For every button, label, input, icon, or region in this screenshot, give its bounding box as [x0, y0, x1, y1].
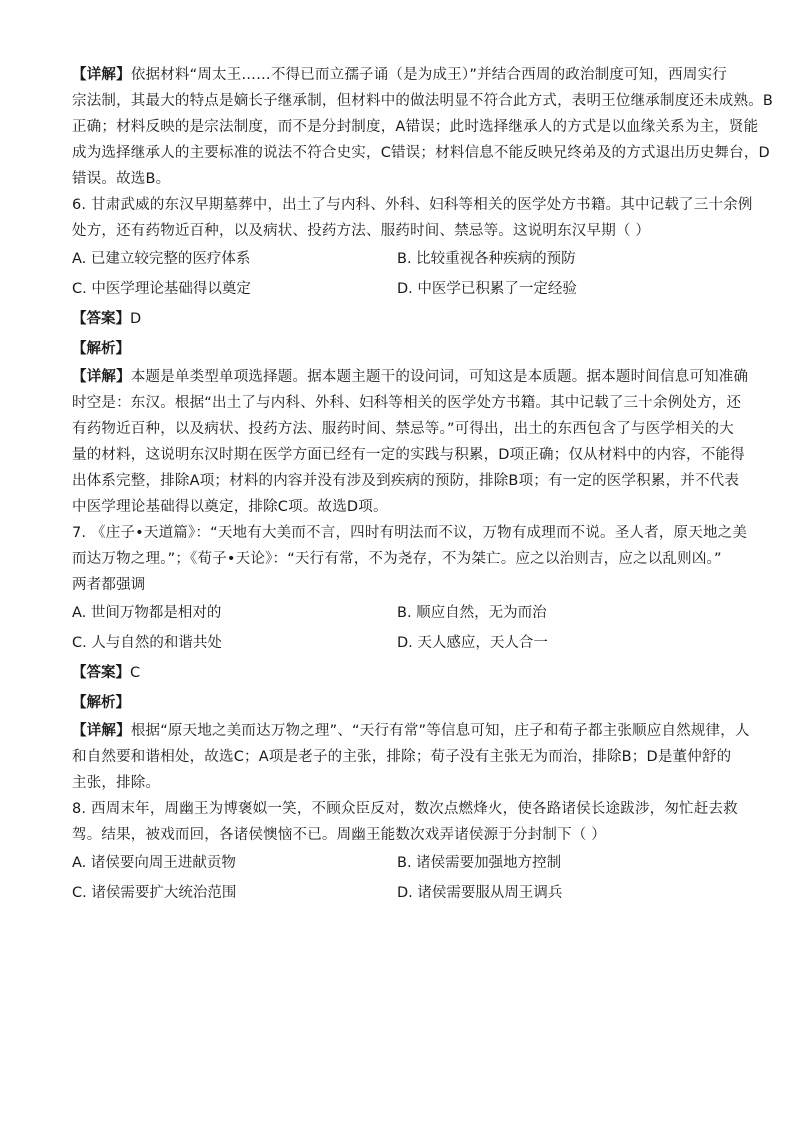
q8-option-b: B. 诸侯需要加强地方控制: [397, 855, 562, 871]
q6-option-b: B. 比较重视各种疾病的预防: [397, 251, 576, 267]
q8-option-d: D. 诸侯需要服从周王调兵: [397, 885, 563, 901]
q7-option-a: A. 世间万物都是相对的: [72, 605, 222, 621]
q7-option-b: B. 顺应自然，无为而治: [397, 605, 547, 621]
analysis-tag: 【解析】: [72, 341, 130, 357]
q6-detail-line: 本题是单类型单项选择题。据本题主题干的设问词，可知这是本质题。据本题时间信息可知准确: [130, 369, 749, 385]
question-7: [72, 520, 750, 796]
q6-answer-value: D: [130, 311, 142, 327]
detail-tag: 【详解】: [72, 67, 131, 83]
q7-analysis-label: [72, 688, 724, 718]
q5-detail-line: 正确；材料反映的是宗法制度，而不是分封制度，A错误；此时选择继承人的方式是以血缘关系为主，贤能: [72, 119, 759, 135]
q6-options-row-1: [72, 244, 724, 274]
q5-detail-line: 错误。故选B。: [72, 171, 171, 187]
q5-detail-line: 成为选择继承人的主要标准的说法不符合史实，C错误；材料信息不能反映兄终弟及的方式退出历史舞台，D: [72, 145, 770, 161]
q7-detail-line: 和自然要和谐相处，故选C；A项是老子的主张，排除；荀子没有主张无为而治，排除B；D是董仲舒的: [72, 749, 732, 765]
detail-tag: 【详解】: [72, 369, 131, 385]
q6-option-a: A. 已建立较完整的医疗体系: [72, 251, 251, 267]
q6-stem-line: 处方，还有药物近百种，以及病状、投药方法、服药时间、禁忌等。这说明东汉早期（ ）: [72, 223, 651, 239]
q6-detail-line: 时空是：东汉。根据“出土了与内科、外科、妇科等相关的医学处方书籍。其中记载了三十余例处方，还: [72, 395, 742, 411]
q8-options-row-2: [72, 878, 724, 908]
answer-tag: 【答案】: [72, 311, 130, 327]
q7-answer: [72, 658, 724, 688]
q7-detail-line: 根据“原天地之美而达万物之理”、“天行有常”等信息可知，庄子和荀子都主张顺应自然规律，人: [130, 723, 750, 739]
q7-answer-value: C: [130, 665, 141, 681]
detail-tag: 【详解】: [72, 723, 131, 739]
q6-detail-line: 出体系完整，排除A项；材料的内容并没有涉及到疾病的预防，排除B项；有一定的医学积累，并不代表: [72, 473, 740, 489]
q8-option-c: C. 诸侯需要扩大统治范围: [72, 885, 237, 901]
q5-detail: [72, 62, 774, 192]
q7-options-row-1: [72, 598, 724, 628]
q6-option-c: C. 中医学理论基础得以奠定: [72, 281, 251, 297]
question-6: [72, 192, 753, 520]
q5-detail-line: 依据材料“周太王……不得已而立孺子诵（是为成王）”并结合西周的政治制度可知，西周实行: [130, 67, 727, 83]
q7-option-c: C. 人与自然的和谐共处: [72, 635, 222, 651]
q6-detail-line: 有药物近百种，以及病状、投药方法、服药时间、禁忌等。”可得出，出土的东西包含了与医学相关的大: [72, 421, 734, 437]
q6-answer: [72, 304, 724, 334]
q6-stem-line: 6. 甘肃武威的东汉早期墓葬中，出土了与内科、外科、妇科等相关的医学处方书籍。其中记载了三十余例: [72, 197, 753, 213]
q7-option-d: D. 天人感应，天人合一: [397, 635, 548, 651]
q8-stem-line: 8. 西周末年，周幽王为博褒姒一笑，不顾众臣反对，数次点燃烽火，使各路诸侯长途跋涉，匆忙赶去救: [72, 801, 738, 817]
answer-tag: 【答案】: [72, 665, 130, 681]
q8-options-row-1: [72, 848, 724, 878]
document-page: [72, 62, 774, 908]
q7-stem-line: 而达万物之理。”；《荀子•天论》：“天行有常，不为尧存，不为桀亡。应之以治则吉，应之以乱则凶。”: [72, 551, 722, 567]
q6-option-d: D. 中医学已积累了一定经验: [397, 281, 577, 297]
q7-stem-line: 7. 《庄子•天道篇》：“天地有大美而不言，四时有明法而不议，万物有成理而不说。圣人者，原天地之美: [72, 525, 748, 541]
q8-option-a: A. 诸侯要向周王进献贡物: [72, 855, 236, 871]
q7-options-row-2: [72, 628, 724, 658]
q6-options-row-2: [72, 274, 724, 304]
q8-stem-line: 驾。结果，被戏而回，各诸侯懊恼不已。周幽王能数次戏弄诸侯源于分封制下（ ）: [72, 827, 607, 843]
q6-detail-line: 中医学理论基础得以奠定，排除C项。故选D项。: [72, 499, 388, 515]
question-8: [72, 796, 738, 908]
analysis-tag: 【解析】: [72, 695, 130, 711]
q5-detail-line: 宗法制，其最大的特点是嫡长子继承制，但材料中的做法明显不符合此方式，表明王位继承制度还未成熟。B: [72, 93, 774, 109]
q6-detail-line: 量的材料，这说明东汉时期在医学方面已经有一定的实践与积累，D项正确；仅从材料中的内容，不能得: [72, 447, 745, 463]
q7-detail-line: 主张，排除。: [72, 775, 161, 791]
q6-analysis-label: [72, 334, 724, 364]
q7-stem-line: 两者都强调: [72, 577, 146, 593]
